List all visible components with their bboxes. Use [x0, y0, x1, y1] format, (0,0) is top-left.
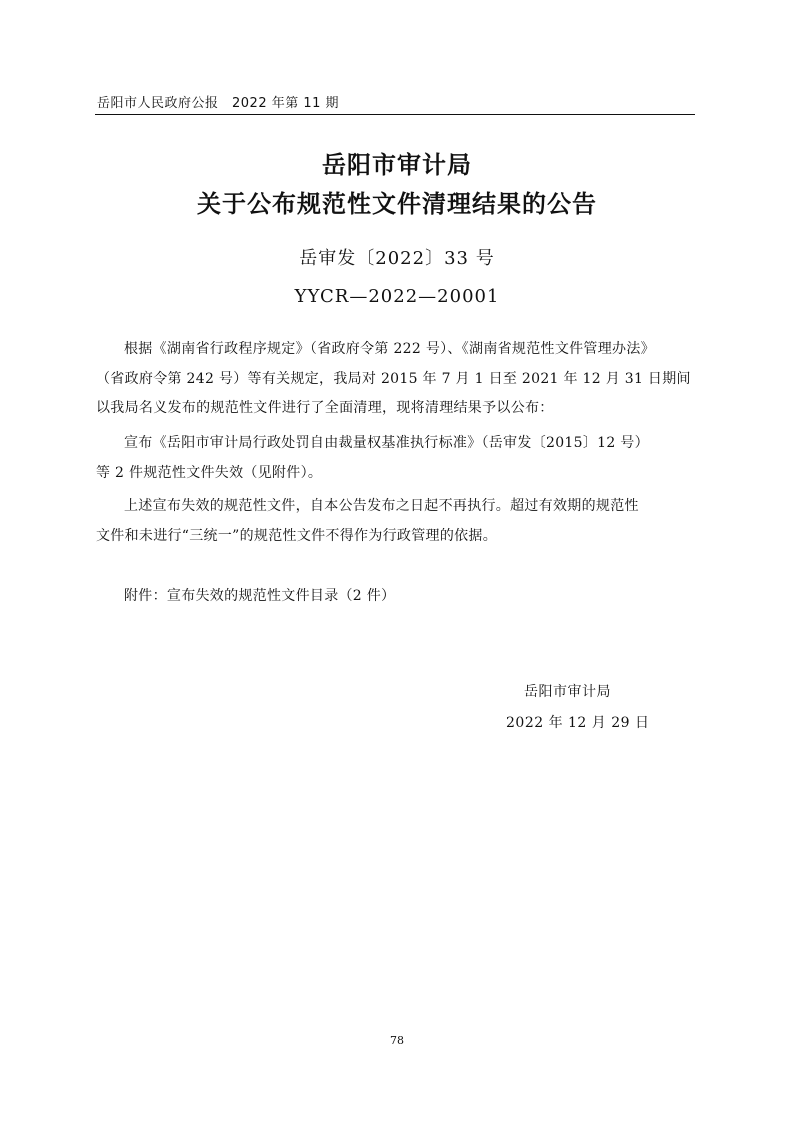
page-number: 78	[390, 1034, 404, 1047]
body-paragraph-1-line-2: （省政府令第 242 号）等有关规定，我局对 2015 年 7 月 1 日至 2021 年 12 月 31 日期间	[96, 371, 691, 387]
body-paragraph-3-line-1: 上述宣布失效的规范性文件，自本公告发布之日起不再执行。超过有效期的规范性	[124, 498, 639, 514]
registration-number: YYCR—2022—20001	[294, 286, 500, 307]
body-paragraph-2-line-2: 等 2 件规范性文件失效（见附件）。	[96, 465, 323, 481]
signature-organization: 岳阳市审计局	[524, 684, 611, 700]
body-paragraph-1-line-1: 根据《湖南省行政程序规定》（省政府令第 222 号）、《湖南省规范性文件管理办法》	[124, 341, 655, 357]
attachment-note: 附件：宣布失效的规范性文件目录（2 件）	[124, 588, 396, 604]
title-line-1: 岳阳市审计局	[322, 151, 472, 179]
body-paragraph-3-line-2: 文件和未进行“三统一”的规范性文件不得作为行政管理的依据。	[96, 528, 498, 544]
document-number: 岳审发〔2022〕33 号	[299, 248, 495, 269]
signature-date: 2022 年 12 月 29 日	[506, 715, 650, 731]
gazette-header-text: 岳阳市人民政府公报 2022 年第 11 期	[97, 96, 340, 111]
header-rule	[95, 114, 695, 115]
body-paragraph-2-line-1: 宣布《岳阳市审计局行政处罚自由裁量权基准执行标准》（岳审发〔2015〕12 号）	[124, 435, 649, 451]
title-line-2: 关于公布规范性文件清理结果的公告	[197, 190, 597, 218]
body-paragraph-1-line-3: 以我局名义发布的规范性文件进行了全面清理，现将清理结果予以公布：	[96, 400, 554, 416]
